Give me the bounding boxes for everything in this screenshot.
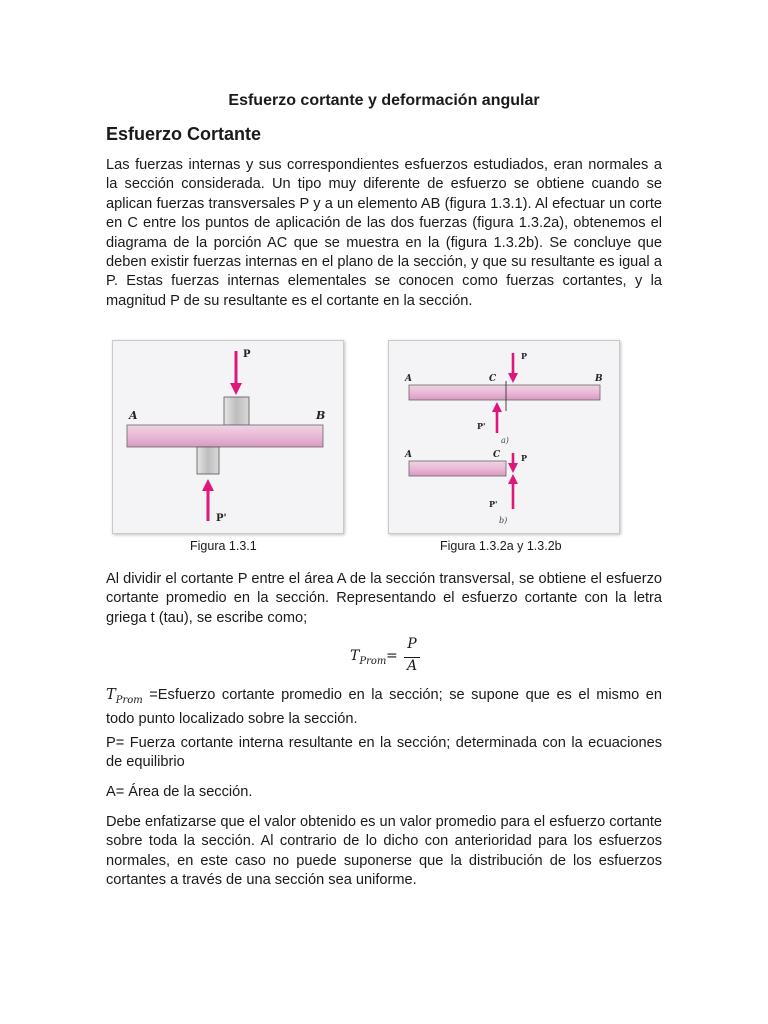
formula-tau: T	[350, 648, 360, 664]
label-p-prime-b: P'	[489, 499, 498, 509]
label-p-b: P	[521, 453, 528, 463]
beam-ac-b	[409, 461, 506, 476]
figure-1-3-1	[112, 340, 344, 534]
label-c-b: C	[493, 450, 501, 460]
formula-tau-subscript: Prom	[359, 655, 387, 667]
label-sub-a: a)	[501, 436, 509, 445]
formula-denominator: A	[406, 658, 418, 674]
final-paragraph: Debe enfatizarse que el valor obtenido es un valor promedio para el esfuerzo cortante sobre toda la sección. Al contrario de lo dicho con anterioridad para los esfuerzos normales, en este caso no puede suponerse que la distribución de los esfuerzos cortantes a través de una sección sea uniforme.	[106, 814, 662, 889]
arrow-p-b-head	[508, 463, 518, 473]
lower-block	[197, 447, 219, 474]
label-sub-b: b)	[499, 516, 508, 525]
section-heading: Esfuerzo Cortante	[106, 124, 262, 144]
label-a-b: A	[405, 450, 412, 460]
label-a-a: A	[405, 374, 412, 384]
label-p-a: P	[521, 351, 528, 361]
arrow-p-a-head	[508, 373, 518, 383]
label-a: A	[129, 409, 138, 422]
figure-1-3-1-caption: Figura 1.3.1	[190, 539, 257, 553]
upper-block	[224, 397, 249, 425]
document-title: Esfuerzo cortante y deformación angular	[228, 92, 540, 109]
formula-lhs	[350, 648, 386, 667]
formula-numerator: P	[407, 636, 417, 652]
beam-ab	[127, 425, 323, 447]
figure-1-3-2-caption: Figura 1.3.2a y 1.3.2b	[440, 539, 562, 553]
arrow-p-head	[230, 383, 242, 395]
definition-tau	[106, 685, 662, 730]
label-c-a: C	[489, 374, 497, 384]
figure-1-3-2	[388, 340, 620, 534]
formula-equals: =	[386, 648, 398, 664]
definition-tau-subscript: Prom	[115, 694, 143, 706]
definition-tau-letter: T	[106, 686, 116, 703]
arrow-p-prime-b-head	[508, 474, 518, 484]
arrow-p-prime-a-head	[492, 402, 502, 412]
figure-1-3-2-drawing	[389, 341, 621, 535]
label-p: P	[243, 349, 251, 360]
definition-a: A= Área de la sección.	[106, 784, 253, 800]
intro-paragraph: Las fuerzas internas y sus correspondientes esfuerzos estudiados, eran normales a la sección considerada. Un tipo muy diferente de esfuerzo se obtiene cuando se aplican fuerzas transversales P y a un elemento AB (figura 1.3.1). Al efectuar un corte en C entre los puntos de aplicación de las dos fuerzas (figura 1.3.2a), obtenemos el diagrama de la porción AC que se muestra en la (figura 1.3.2b). Se concluye que deben existir fuerzas internas en el plano de la sección, y que su resultante es igual a P. Estas fuerzas internas elementales se conocen como fuerzas cortantes, y la magnitud P de su resultante es el cortante en la sección.	[106, 157, 662, 309]
label-p-prime-a: P'	[477, 421, 486, 431]
beam-ab-a	[409, 385, 600, 400]
label-b-a: B	[595, 374, 603, 384]
definition-p: P= Fuerza cortante interna resultante en la sección; determinada con la ecuaciones de equilibrio	[106, 735, 662, 771]
figure-1-3-1-drawing	[113, 341, 345, 535]
divide-paragraph: Al dividir el cortante P entre el área A de la sección transversal, se obtiene el esfuerzo cortante promedio en la sección. Representando el esfuerzo cortante con la letra griega t (tau), se escribe como;	[106, 571, 662, 626]
definition-tau-text: =Esfuerzo cortante promedio en la sección; se supone que es el mismo en todo punto localizado sobre la sección.	[106, 687, 662, 728]
label-b: B	[316, 409, 326, 422]
definition-tau-symbol	[106, 686, 143, 706]
arrow-p-prime-head	[202, 479, 214, 491]
label-p-prime: P'	[216, 513, 227, 524]
